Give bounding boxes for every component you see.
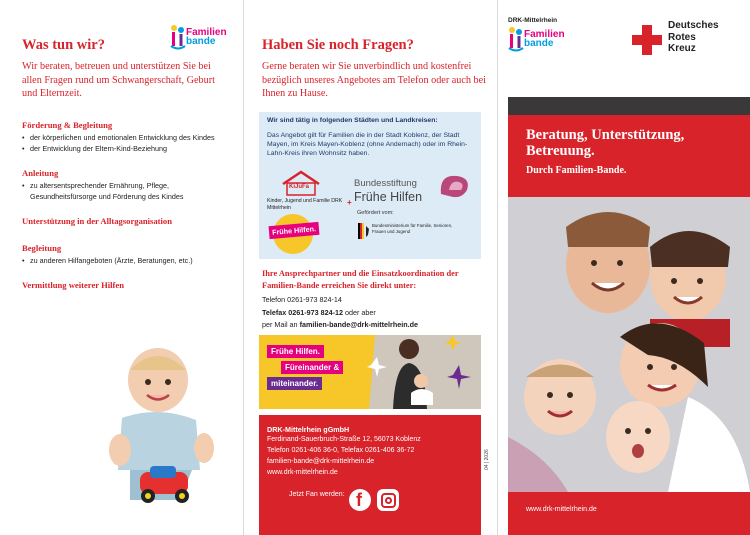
banner-line2: Füreinander & — [281, 361, 343, 374]
print-code: 04 | 2026 — [484, 449, 490, 470]
red-cross-icon — [632, 25, 662, 55]
contact-fax — [262, 308, 376, 317]
section-title: Unterstützung in der Alltagsorganisation — [22, 216, 173, 226]
service-area-text: Das Angebot gilt für Familien die in der Stadt Koblenz, der Stadt Mayen, im Kreis Mayen-Koblenz (ohne Andernach) oder im Rhein-Lahn-Kreis ihren Wohnsitz haben. — [267, 132, 468, 157]
footer-org: DRK-Mittelrhein gGmbH — [267, 425, 350, 434]
bundesstiftung-swirl-icon — [437, 170, 473, 202]
kijufa-caption: Kinder, Jugend und Familie DRK Mittelrhein — [267, 198, 343, 211]
kijufa-house-icon — [279, 170, 323, 196]
contact-phone: Telefon 0261-973 824-14 — [262, 295, 342, 304]
fruehe-hilfen-badge — [271, 214, 317, 254]
drk-mittelrhein-label: DRK-Mittelrhein — [508, 17, 558, 24]
cover-headline: Beratung, Unterstützung, Betreuung. — [526, 127, 685, 159]
section-title: Vermittlung weiterer Hilfen — [22, 280, 124, 290]
logo-text-bande: bande — [186, 36, 216, 47]
section-title: Förderung & Begleitung — [22, 120, 113, 130]
drk-word-2: Rotes — [668, 31, 696, 43]
contact-fax-suffix: oder aber — [343, 308, 376, 317]
plus-sign-icon: + — [347, 198, 352, 207]
kijufa-label: KiJuFa — [289, 184, 310, 190]
panel1-intro: Wir beraten, betreuen und unterstützen Sie bei allen Fragen rund um Schwangerschaft, Geburt und Elternzeit. — [22, 61, 215, 99]
footer-mail[interactable]: familien-bande@drk-mittelrhein.de — [267, 458, 375, 465]
url-band — [508, 492, 750, 535]
fruehe-hilfen-badge-text: Frühe Hilfen. — [269, 222, 320, 239]
logo-text-familien: Familien — [524, 29, 565, 40]
service-area-box — [259, 112, 481, 259]
ministry-name: Bundesministerium für Familie, Senioren, Frauen und Jugend — [372, 223, 453, 234]
familienbande-figures-icon — [170, 24, 186, 50]
familienbande-figures-icon — [508, 26, 524, 52]
section-title: Begleitung — [22, 243, 62, 253]
contact-mail-link[interactable]: familien-bande@drk-mittelrhein.de — [299, 320, 418, 329]
logo-text-familien: Familien — [186, 27, 227, 38]
footer-web[interactable]: www.drk-mittelrhein.de — [267, 469, 338, 476]
panel-haben-sie-fragen — [244, 0, 497, 535]
bundesstiftung-line1: Bundesstiftung — [354, 178, 417, 189]
logo-text-bande: bande — [524, 38, 554, 49]
section-title: Anleitung — [22, 168, 59, 178]
panel2-title: Haben Sie noch Fragen? — [262, 37, 414, 53]
services-list — [22, 120, 237, 290]
banner-line1: Frühe Hilfen. — [267, 345, 324, 358]
cover-url[interactable]: www.drk-mittelrhein.de — [526, 506, 597, 513]
baby-with-toy-car-photo — [100, 340, 220, 510]
footer-address: Ferdinand-Sauerbruch-Straße 12, 56073 Koblenz — [267, 436, 421, 443]
panel1-title: Was tun wir? — [22, 37, 105, 53]
fruehe-hilfen-banner — [259, 335, 481, 409]
contact-mail-prefix: per Mail an — [262, 320, 300, 329]
headline-box — [508, 115, 750, 197]
contact-fax-number: Telefax 0261-973 824-12 — [262, 308, 343, 317]
gefoerdert-label: Gefördert vom: — [357, 210, 394, 216]
contact-mail-line — [262, 320, 418, 329]
mother-and-baby-photo — [349, 335, 481, 409]
list-item: • der Entwicklung der Eltern-Kind-Beziehung — [22, 143, 237, 154]
panel-was-tun-wir — [0, 0, 243, 535]
panel2-intro: Gerne beraten wir Sie unverbindlich und kostenfrei bezüglich unseres Angebotes am Telefon oder auch bei Ihnen zu Hause. — [262, 61, 486, 99]
instagram-icon[interactable] — [377, 489, 399, 511]
drk-word-1: Deutsches — [668, 20, 719, 31]
footer-phone: Telefon 0261-406 36-0, Telefax 0261-406 36-72 — [267, 447, 415, 454]
panel-cover — [498, 0, 750, 535]
list-item: • der körperlichen und emotionalen Entwicklung des Kindes — [22, 132, 237, 143]
facebook-icon[interactable]: f — [349, 489, 371, 511]
federal-eagle-icon — [358, 223, 370, 239]
cover-subline: Durch Familien-Bande. — [526, 165, 627, 176]
drk-wordmark — [668, 20, 719, 55]
list-item: • zu altersentsprechender Ernährung, Pflege, Gesundheitsfürsorge und Förderung des Kindes — [22, 180, 237, 202]
list-item: • zu anderen Hilfangeboten (Ärzte, Beratungen, etc.) — [22, 255, 237, 266]
banner-line3: miteinander. — [267, 377, 322, 390]
contact-footer — [259, 415, 481, 535]
footer-fan-label: Jetzt Fan werden: — [289, 491, 345, 498]
contact-heading: Ihre Ansprechpartner und die Einsatzkoordination der Familien-Bande erreichen Sie direkt unter: — [262, 269, 459, 290]
service-area-heading: Wir sind tätig in folgenden Städten und Landkreisen: — [267, 117, 438, 124]
bundesstiftung-line2: Frühe Hilfen — [354, 190, 423, 204]
drk-word-3: Kreuz — [668, 43, 696, 54]
